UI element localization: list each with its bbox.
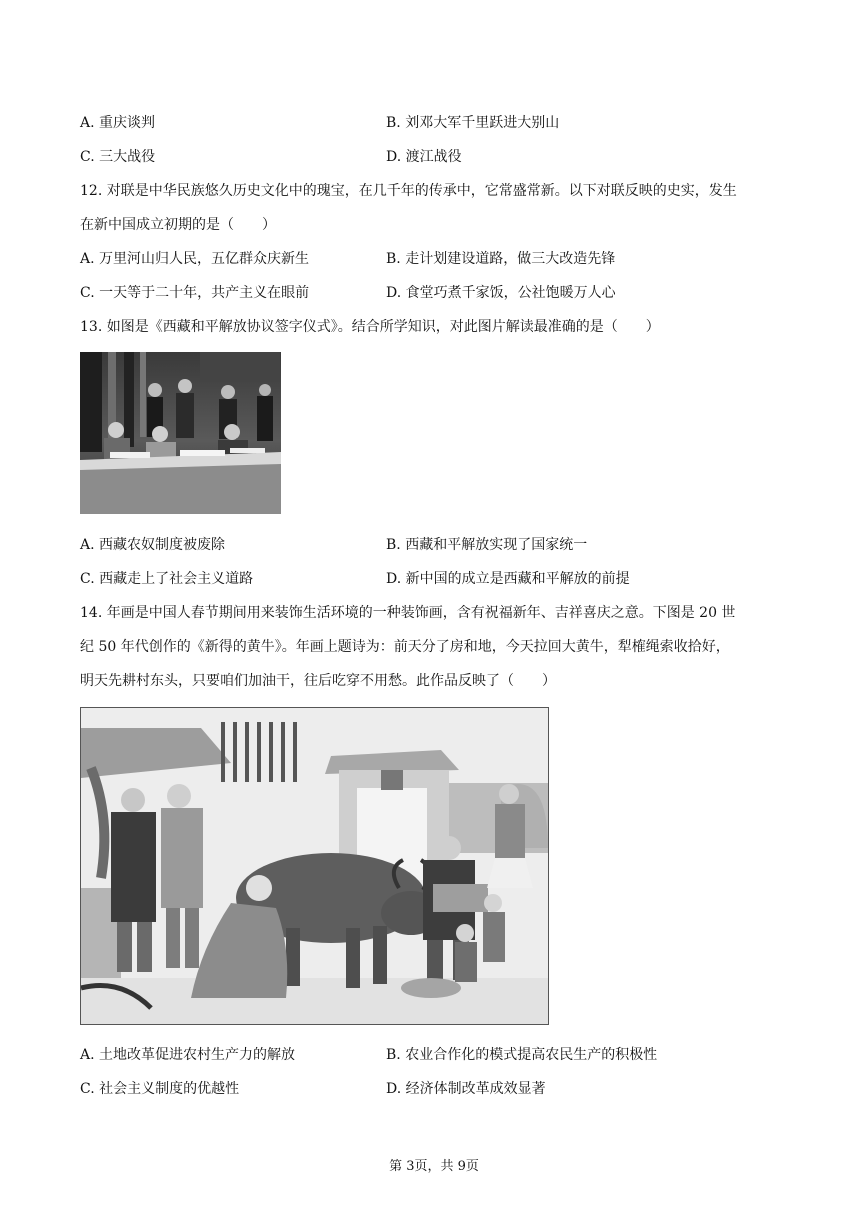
- q12-option-b: B. 走计划建设道路，做三大改造先锋: [386, 251, 616, 267]
- q14-option-d: D. 经济体制改革成效显著: [386, 1081, 546, 1097]
- q11-option-b: B. 刘邓大军千里跃进大别山: [386, 115, 560, 131]
- page-number-footer: 第 3页，共 9页: [389, 1159, 479, 1174]
- tibet-signing-photo: [80, 352, 281, 514]
- q14-option-a: A. 土地改革促进农村生产力的解放: [80, 1047, 296, 1063]
- q14-option-b: B. 农业合作化的模式提高农民生产的积极性: [386, 1047, 658, 1063]
- q13-option-c: C. 西藏走上了社会主义道路: [80, 571, 254, 587]
- q13-option-d: D. 新中国的成立是西藏和平解放的前提: [386, 571, 630, 587]
- q14-stem-line1: 14. 年画是中国人春节期间用来装饰生活环境的一种装饰画，含有祝福新年、吉祥喜庆之意。下图是 20 世: [80, 605, 736, 621]
- q12-option-c: C. 一天等于二十年，共产主义在眼前: [80, 285, 310, 301]
- q11-option-d: D. 渡江战役: [386, 149, 462, 165]
- q14-stem-line2: 纪 50 年代创作的《新得的黄牛》。年画上题诗为：前天分了房和地，今天拉回大黄牛，犁榷绳索收拾好，: [80, 639, 730, 655]
- q14-stem-line3: 明天先耕村东头，只要咱们加油干，往后吃穿不用愁。此作品反映了（ ）: [80, 673, 556, 689]
- q13-stem-line1: 13. 如图是《西藏和平解放协议签字仪式》。结合所学知识，对此图片解读最准确的是（ ）: [80, 319, 660, 335]
- new-ox-new-year-painting: [80, 707, 549, 1025]
- q12-option-d: D. 食堂巧煮千家饭，公社饱暖万人心: [386, 285, 616, 301]
- q11-option-a: A. 重庆谈判: [80, 115, 156, 131]
- q11-option-c: C. 三大战役: [80, 149, 156, 165]
- q12-stem-line2: 在新中国成立初期的是（ ）: [80, 217, 276, 233]
- q12-stem-line1: 12. 对联是中华民族悠久历史文化中的瑰宝，在几千年的传承中，它常盛常新。以下对联反映的史实，发生: [80, 183, 737, 199]
- q13-option-b: B. 西藏和平解放实现了国家统一: [386, 537, 588, 553]
- q12-option-a: A. 万里河山归人民，五亿群众庆新生: [80, 251, 310, 267]
- q13-option-a: A. 西藏农奴制度被废除: [80, 537, 226, 553]
- q14-option-c: C. 社会主义制度的优越性: [80, 1081, 240, 1097]
